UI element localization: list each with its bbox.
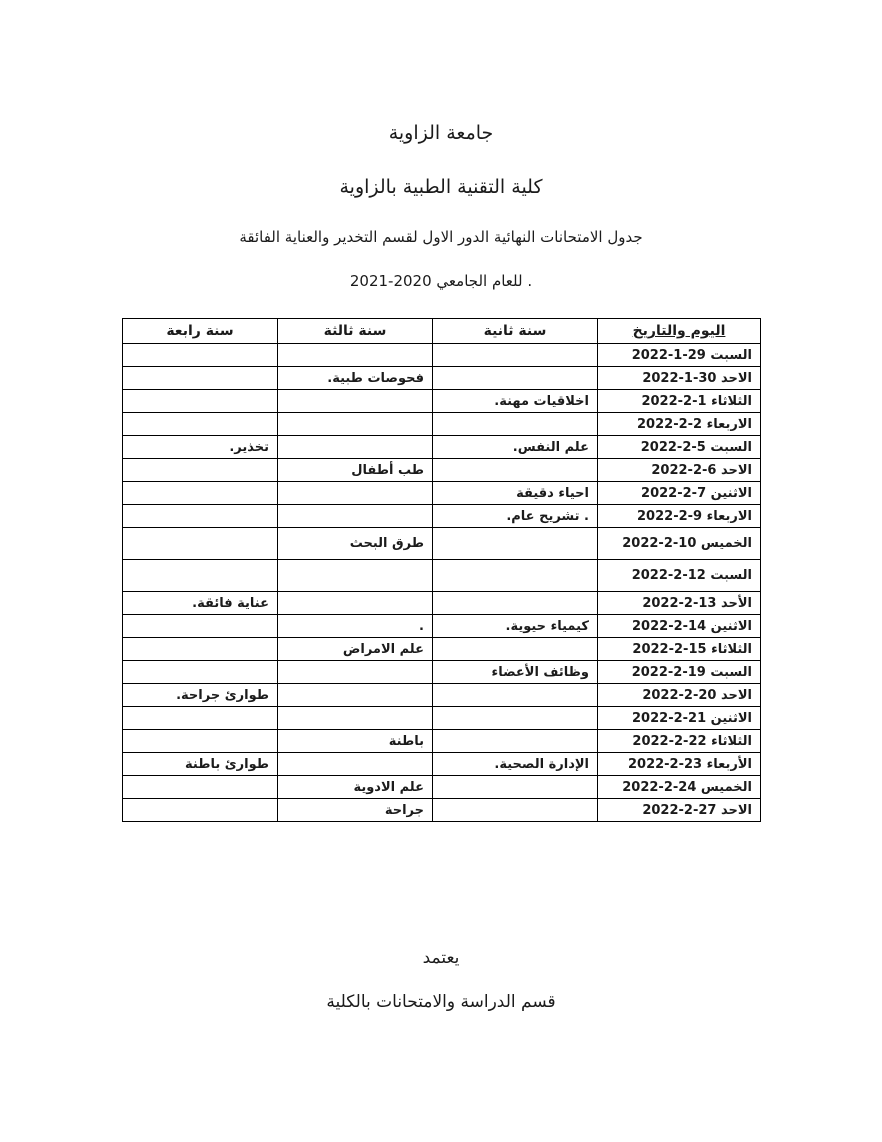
year3-subject-cell xyxy=(278,560,433,592)
year2-subject-cell: احياء دقيقة xyxy=(433,482,598,505)
year4-subject-cell xyxy=(123,482,278,505)
col-header-year3: سنة ثالثة xyxy=(278,319,433,344)
table-row xyxy=(123,707,761,730)
day-date-cell xyxy=(598,684,761,707)
day-date-cell xyxy=(598,592,761,615)
col-header-year2: سنة ثانية xyxy=(433,319,598,344)
date-value: 2022-2-21 xyxy=(632,710,707,726)
university-title: جامعة الزاوية xyxy=(388,122,494,144)
year4-subject-cell: طوارئ باطنة xyxy=(123,753,278,776)
day-name: الاثنين xyxy=(710,485,752,501)
year2-subject-cell xyxy=(433,592,598,615)
day-date-cell xyxy=(598,707,761,730)
table-row xyxy=(123,615,761,638)
table-row xyxy=(123,753,761,776)
year3-subject-cell xyxy=(278,707,433,730)
year2-subject-cell xyxy=(433,684,598,707)
date-value: 2022-2-7 xyxy=(641,485,707,501)
year2-subject-cell: علم النفس. xyxy=(433,436,598,459)
table-row xyxy=(123,560,761,592)
table-row xyxy=(123,661,761,684)
year4-subject-cell: تخذير. xyxy=(123,436,278,459)
year4-subject-cell xyxy=(123,661,278,684)
academic-year-line xyxy=(0,272,882,290)
table-header-row xyxy=(123,319,761,344)
year4-subject-cell xyxy=(123,799,278,822)
table-row xyxy=(123,592,761,615)
exam-schedule-table xyxy=(122,318,761,822)
year2-subject-cell xyxy=(433,344,598,367)
day-name: الثلاثاء xyxy=(711,641,752,657)
date-value: 2022-2-10 xyxy=(622,536,697,551)
day-date-cell xyxy=(598,776,761,799)
table-row xyxy=(123,413,761,436)
year4-subject-cell xyxy=(123,505,278,528)
day-name: الاحد xyxy=(720,687,752,703)
year3-subject-cell xyxy=(278,753,433,776)
year3-subject-cell xyxy=(278,505,433,528)
year3-subject-cell: فحوصات طبية. xyxy=(278,367,433,390)
day-date-cell xyxy=(598,615,761,638)
year3-subject-cell: علم الادوية xyxy=(278,776,433,799)
table-row xyxy=(123,390,761,413)
year3-subject-cell: . xyxy=(278,615,433,638)
year3-subject-cell: علم الامراض xyxy=(278,638,433,661)
year2-subject-cell: اخلاقيات مهنة. xyxy=(433,390,598,413)
year2-subject-cell: . تشريح عام. xyxy=(433,505,598,528)
day-name: السبت xyxy=(710,568,752,583)
day-name: الثلاثاء xyxy=(711,733,752,749)
date-value: 2022-2-9 xyxy=(637,508,703,524)
year2-subject-cell xyxy=(433,776,598,799)
day-date-cell xyxy=(598,390,761,413)
day-date-cell xyxy=(598,799,761,822)
approval-label: يعتمد xyxy=(422,948,460,968)
year4-subject-cell xyxy=(123,638,278,661)
day-name: الاحد xyxy=(720,462,752,478)
table-row xyxy=(123,482,761,505)
col-header-year4: سنة رابعة xyxy=(123,319,278,344)
day-name: الخميس xyxy=(700,536,752,551)
year2-subject-cell xyxy=(433,413,598,436)
year2-subject-cell xyxy=(433,638,598,661)
table-row xyxy=(123,684,761,707)
day-name: الاربعاء xyxy=(706,508,752,524)
day-date-cell xyxy=(598,436,761,459)
year4-subject-cell xyxy=(123,528,278,560)
date-value: 2022-2-27 xyxy=(642,802,717,818)
academic-year-label: . للعام الجامعي xyxy=(436,272,533,290)
year4-subject-cell xyxy=(123,707,278,730)
department-signature: قسم الدراسة والامتحانات بالكلية xyxy=(326,992,556,1012)
year2-subject-cell xyxy=(433,799,598,822)
date-value: 2022-2-22 xyxy=(632,733,707,749)
table-row xyxy=(123,776,761,799)
date-value: 2022-1-29 xyxy=(631,347,706,363)
day-date-cell xyxy=(598,730,761,753)
year3-subject-cell: جراحة xyxy=(278,799,433,822)
date-value: 2022-2-19 xyxy=(631,664,706,680)
day-name: السبت xyxy=(710,439,752,455)
date-value: 2022-2-20 xyxy=(642,687,717,703)
col-header-day-date: اليوم والتاريخ xyxy=(598,319,761,344)
date-value: 2022-1-30 xyxy=(642,370,717,386)
year4-subject-cell xyxy=(123,344,278,367)
date-value: 2022-2-13 xyxy=(642,595,717,611)
table-row xyxy=(123,344,761,367)
day-date-cell xyxy=(598,413,761,436)
table-row xyxy=(123,799,761,822)
date-value: 2022-2-14 xyxy=(632,618,707,634)
year2-subject-cell xyxy=(433,730,598,753)
year4-subject-cell xyxy=(123,459,278,482)
day-date-cell xyxy=(598,638,761,661)
date-value: 2022-2-23 xyxy=(627,756,703,772)
table-row xyxy=(123,436,761,459)
day-date-cell xyxy=(598,560,761,592)
day-name: الثلاثاء xyxy=(711,393,752,409)
year3-subject-cell: طرق البحث xyxy=(278,528,433,560)
college-title: كلية التقنية الطبية بالزاوية xyxy=(339,176,543,198)
year4-subject-cell: عناية فائقة. xyxy=(123,592,278,615)
day-date-cell xyxy=(598,661,761,684)
year4-subject-cell xyxy=(123,390,278,413)
year2-subject-cell xyxy=(433,707,598,730)
day-date-cell xyxy=(598,367,761,390)
day-date-cell xyxy=(598,344,761,367)
day-name: السبت xyxy=(710,664,752,680)
year4-subject-cell xyxy=(123,560,278,592)
table-row xyxy=(123,528,761,560)
table-row xyxy=(123,367,761,390)
day-name: الاثنين xyxy=(710,618,752,634)
date-value: 2022-2-5 xyxy=(640,439,706,455)
year4-subject-cell xyxy=(123,615,278,638)
year3-subject-cell xyxy=(278,482,433,505)
year3-subject-cell xyxy=(278,661,433,684)
table-row xyxy=(123,505,761,528)
year4-subject-cell xyxy=(123,367,278,390)
year2-subject-cell: الإدارة الصحية. xyxy=(433,753,598,776)
date-value: 2022-2-6 xyxy=(651,462,717,478)
year3-subject-cell xyxy=(278,436,433,459)
day-name: الأربعاء xyxy=(706,756,752,772)
day-date-cell xyxy=(598,505,761,528)
table-row xyxy=(123,730,761,753)
date-value: 2022-2-2 xyxy=(637,416,703,432)
day-name: الأحد xyxy=(720,595,752,611)
academic-year-numbers: 2021-2020 xyxy=(349,272,432,290)
day-name: الاحد xyxy=(720,802,752,818)
year2-subject-cell: كيمياء حيوية. xyxy=(433,615,598,638)
year3-subject-cell: طب أطفال xyxy=(278,459,433,482)
table-row xyxy=(123,459,761,482)
day-name: الخميس xyxy=(700,779,752,795)
year3-subject-cell: باطنة xyxy=(278,730,433,753)
schedule-title: جدول الامتحانات النهائية الدور الاول لقسم التخدير والعناية الفائقة xyxy=(239,228,643,246)
year4-subject-cell xyxy=(123,413,278,436)
day-name: الاثنين xyxy=(710,710,752,726)
day-date-cell xyxy=(598,459,761,482)
year2-subject-cell xyxy=(433,459,598,482)
year2-subject-cell xyxy=(433,528,598,560)
year2-subject-cell xyxy=(433,367,598,390)
day-name: السبت xyxy=(710,347,752,363)
day-name: الاحد xyxy=(720,370,752,386)
table-row xyxy=(123,638,761,661)
year4-subject-cell xyxy=(123,730,278,753)
date-value: 2022-2-1 xyxy=(641,393,707,409)
year4-subject-cell xyxy=(123,776,278,799)
year3-subject-cell xyxy=(278,413,433,436)
date-value: 2022-2-12 xyxy=(631,568,706,583)
day-date-cell xyxy=(598,528,761,560)
day-date-cell xyxy=(598,753,761,776)
year3-subject-cell xyxy=(278,684,433,707)
day-name: الاربعاء xyxy=(706,416,752,432)
day-date-cell xyxy=(598,482,761,505)
year3-subject-cell xyxy=(278,344,433,367)
year2-subject-cell xyxy=(433,560,598,592)
year4-subject-cell: طوارئ جراحة. xyxy=(123,684,278,707)
year3-subject-cell xyxy=(278,390,433,413)
year2-subject-cell: وظائف الأعضاء xyxy=(433,661,598,684)
date-value: 2022-2-24 xyxy=(622,779,697,795)
year3-subject-cell xyxy=(278,592,433,615)
date-value: 2022-2-15 xyxy=(632,641,707,657)
